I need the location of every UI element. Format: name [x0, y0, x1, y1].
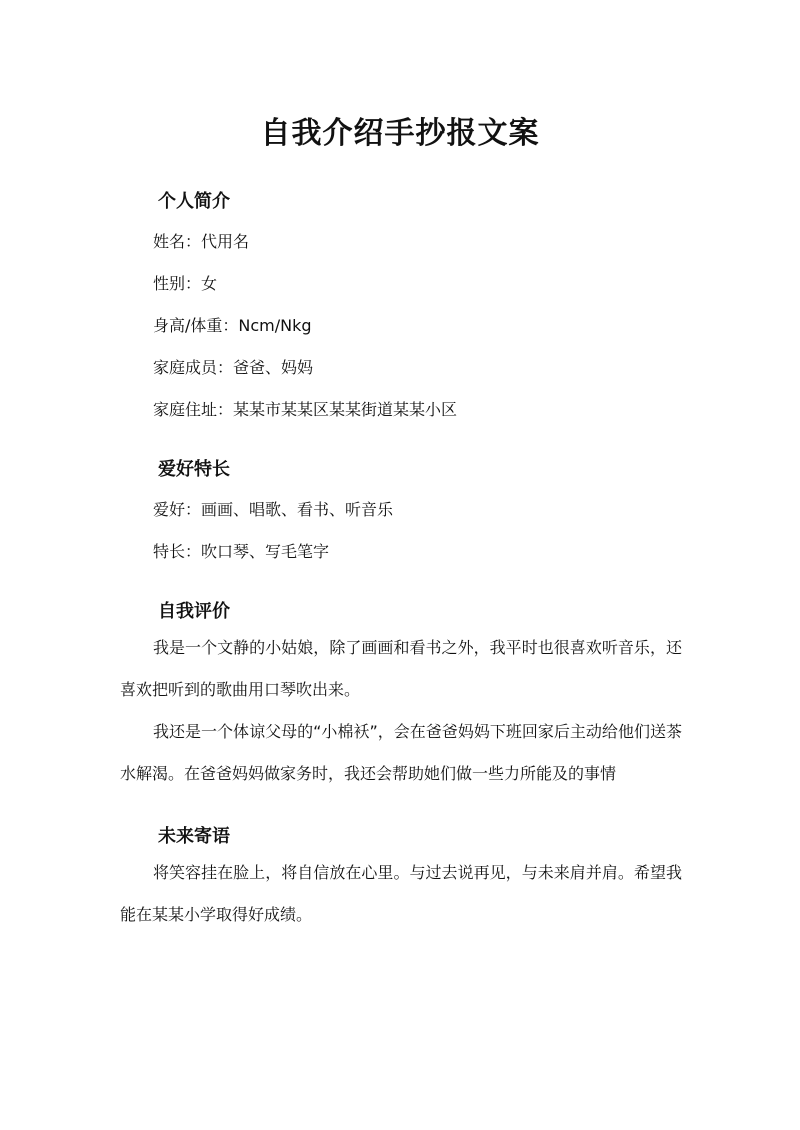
page-title: 自我介绍手抄报文案: [260, 116, 540, 151]
profile-family: 家庭成员：爸爸、妈妈: [153, 358, 314, 377]
hobbies-line: 爱好：画画、唱歌、看书、听音乐: [153, 500, 394, 519]
future-paragraph: 将笑容挂在脸上，将自信放在心里。与过去说再见，与未来肩并肩。希望我能在某某小学取得好成绩。: [120, 863, 682, 924]
section-heading-future: 未来寄语: [158, 826, 230, 847]
section-heading-evaluation: 自我评价: [158, 601, 230, 622]
section-heading-hobbies: 爱好特长: [158, 459, 230, 480]
section-heading-profile: 个人简介: [158, 191, 230, 212]
evaluation-paragraph-2: 我还是一个体谅父母的“小棉袄”，会在爸爸妈妈下班回家后主动给他们送茶水解渴。在爸爸妈妈做家务时，我还会帮助她们做一些力所能及的事情: [120, 722, 682, 783]
profile-height-weight: 身高/体重：Ncm/Nkg: [153, 316, 312, 335]
profile-address: 家庭住址：某某市某某区某某街道某某小区: [153, 400, 458, 419]
profile-gender: 性别：女: [153, 274, 218, 293]
skills-line: 特长：吹口琴、写毛笔字: [153, 542, 330, 561]
profile-name: 姓名：代用名: [153, 232, 250, 251]
evaluation-paragraph-1: 我是一个文静的小姑娘，除了画画和看书之外，我平时也很喜欢听音乐，还喜欢把听到的歌曲用口琴吹出来。: [120, 638, 682, 699]
